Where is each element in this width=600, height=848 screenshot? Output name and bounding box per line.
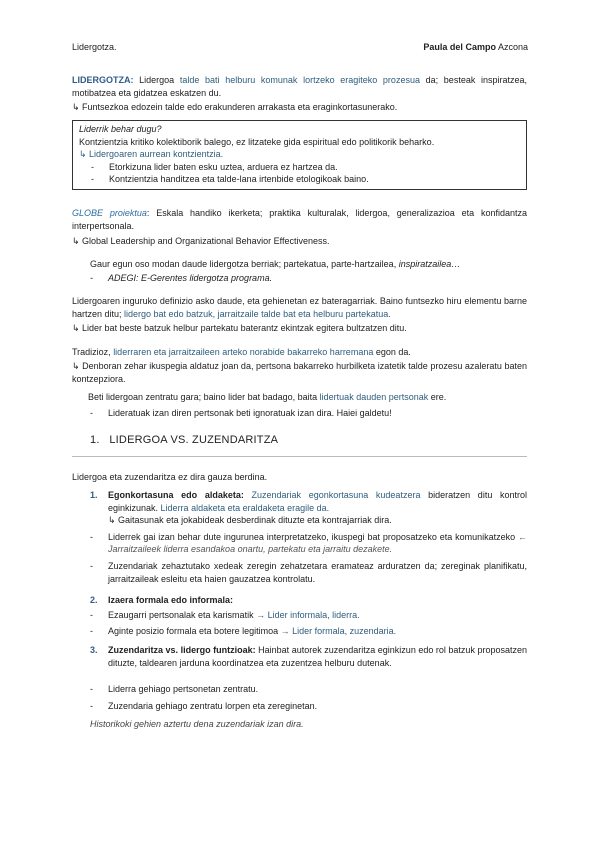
text: Lidergoaren inguruko definizio asko daude, eta gehienetan ez bateragarriak. Baino funtsezko hiru elementu barne hartzen ditu; xyxy=(72,296,527,319)
text: Gaur egun oso modan daude lidergotza berriak; partekatua, parte-hartzailea, xyxy=(90,259,399,269)
text: da; besteak inspiratzea, motibatzea eta gidatzea eskatzen du. xyxy=(72,75,528,98)
item-dash: - Aginte posizio formala eta botere legitimoa → Lider formala, zuzendaria. xyxy=(90,626,397,637)
italic-term: inspiratzailea… xyxy=(398,259,461,269)
types-dash: - ADEGI: E-Gerentes lidergotza programa. xyxy=(90,273,273,283)
types-paragraph xyxy=(72,258,527,271)
text: Tradizioz, xyxy=(72,347,114,357)
item-number: 2. xyxy=(90,595,98,605)
highlight: Liderra aldaketa eta eraldaketa eragile da. xyxy=(160,502,330,513)
term-globe: GLOBE proiektua xyxy=(72,208,147,218)
elements-arrow: ↳ Lider bat beste batzuk helbur partekatu baterantz ekintzak egitera bultzatzen ditu. xyxy=(72,323,407,333)
item-dash: - Zuzendariak zehaztutako xedeak zeregin zehatzetara eramateaz arduratzen da; zereginak planifikatu, jarraitzaileak esleitu eta haien gauzatzea kontrolatu. xyxy=(90,560,527,584)
section-title xyxy=(90,434,527,447)
box-bullet: - Etorkizuna lider baten esku uztea, arduera ez hartzea da. xyxy=(91,161,338,172)
section-heading xyxy=(72,434,527,447)
tradition-arrow: ↳ Denboran zehar ikuspegia aldatuz joan da, pertsona bakarreko hurbilketa izatetik talde prozesu azaleratu baten kontzepziora. xyxy=(72,361,527,384)
definition-arrow: ↳ Funtsezkoa edozein talde edo erakunderen arrakasta eta eraginkortasunerako. xyxy=(72,102,398,112)
section-rule xyxy=(72,456,527,457)
globe-paragraph xyxy=(72,207,527,232)
item-number: 1. xyxy=(90,490,98,500)
highlight: talde bati helburu komunak lortzeko eragiteko prozesua xyxy=(179,75,420,85)
box-title: Liderrik behar dugu? xyxy=(79,124,162,134)
question-box xyxy=(72,120,527,190)
text: Liderrek gai izan behar dute ingurunea interpretatzeko, ikuspegi bat proposatzeko eta komunikatzeko xyxy=(108,531,518,542)
highlight: liderraren eta jarraitzaileen arteko norabide bakarreko harremana xyxy=(113,347,374,357)
highlight: → Lider informala, liderra. xyxy=(256,609,360,620)
section-number: 1. xyxy=(90,434,100,446)
text: Lidergoa xyxy=(133,75,180,85)
highlight: → Lider formala, zuzendaria. xyxy=(280,626,397,637)
text: Beti lidergoan zentratu gara; baino lider bat badago, baita xyxy=(88,392,320,402)
text: bideratzen ditu kontrol eginkizunak. xyxy=(108,490,527,513)
header-title: Lidergotza. xyxy=(72,42,117,52)
bullet-text: Liderra gehiago pertsonetan zentratu. xyxy=(108,684,259,694)
elements-paragraph xyxy=(72,295,527,320)
text: egon da. xyxy=(373,347,411,357)
item-heading xyxy=(90,594,527,607)
item-number: 3. xyxy=(90,645,98,655)
definition-paragraph xyxy=(72,74,527,99)
text: Eskala handiko ikerketa; praktika kulturalak, lidergoa, generalizazioa eta konfidantza interpertsonala. xyxy=(72,208,527,231)
item-title: Zuzendaritza vs. lidergo funtzioak: xyxy=(108,645,256,655)
historical-note: Historikoki gehien aztertu dena zuzendariak izan dira. xyxy=(90,719,304,729)
tradition-paragraph xyxy=(72,346,527,359)
box-bullet: - Kontzientzia handitzea eta talde-lana irtenbide etologikoak baino. xyxy=(91,174,369,185)
text: ere. xyxy=(428,392,447,402)
italic-note: ← Jarraitzaileek liderra esandakoa onartu, partekatu eta jarraitu dezakete. xyxy=(108,531,527,555)
bullet-text: Zuzendariak zehaztutako xedeak zeregin zehatzetara eramateaz arduratzen da; zereginak planifikatu, jarraitzaileak esleitu eta haien gauzatzea kontrolatu. xyxy=(108,560,527,584)
summary-dash: - Zuzendaria gehiago zentratu lorpen eta zereginetan. xyxy=(90,700,318,711)
item-arrow: ↳ Gaitasunak eta jokabideak desberdinak dituzte eta kontrajarriak dira. xyxy=(108,515,392,526)
item-body xyxy=(108,489,527,514)
bullet-text xyxy=(108,609,360,622)
led-dash: - Lideratuak izan diren pertsonak beti ignoratuak izan dira. Haiei galdetu! xyxy=(90,408,392,418)
item-formality xyxy=(72,594,527,638)
box-arrow: ↳ Lidergoaren aurrean kontzientzia. xyxy=(79,149,224,160)
header-author xyxy=(423,41,528,54)
bullet-text: Lideratuak izan diren pertsonak beti ignoratuak izan dira. Haiei galdetu! xyxy=(108,408,392,418)
bullet-text: Etorkizuna lider baten esku uztea, arduera ez hartzea da. xyxy=(109,161,338,172)
page-header xyxy=(72,41,528,54)
item-stability xyxy=(72,489,527,585)
bullet-text xyxy=(108,531,527,556)
author-name: Paula del Campo xyxy=(423,42,496,52)
item-functions xyxy=(72,644,527,669)
highlight: Zuzendariak egonkortasuna kudeatzera xyxy=(243,490,421,500)
item-heading xyxy=(90,644,527,669)
text: Hainbat autorek zuzendaritza eginkizun edo rol batzuk proposatzen dituzte, taldearen jarduna koordinatzea eta zuzentzea helburu dutenak. xyxy=(108,645,528,668)
term-lidergotza: LIDERGOTZA: xyxy=(72,75,134,85)
text: Aginte posizio formala eta botere legitimoa xyxy=(108,626,281,637)
bullet-text xyxy=(108,625,396,638)
item-title: Izaera formala edo informala: xyxy=(108,595,234,605)
text: Ezaugarri pertsonalak eta karismatik xyxy=(108,609,257,620)
summary-dash: - Liderra gehiago pertsonetan zentratu. xyxy=(90,684,259,694)
highlight: lidergo bat edo batzuk, jarraitzaile talde bat eta helburu partekatua. xyxy=(124,308,391,319)
item-dash: - Ezaugarri pertsonalak eta karismatik → Lider informala, liderra. xyxy=(90,609,360,620)
intro-line: Lidergoa eta zuzendaritza ez dira gauza berdina. xyxy=(72,472,268,482)
item-dash: - Liderrek gai izan behar dute ingurunea interpretatzeko, ikuspegi bat proposatzeko eta komunikatzeko ← Jarraitzaileek liderra esandakoa onartu, partekatu eta jarraitu dezakete. xyxy=(90,531,527,555)
author-surname: Azcona xyxy=(497,42,528,52)
item-body xyxy=(108,644,527,669)
highlight: lidertuak dauden pertsonak xyxy=(319,392,429,402)
bullet-text: Kontzientzia handitzea eta talde-lana irtenbide etologikoak baino. xyxy=(109,174,369,185)
bullet-text: Zuzendaria gehiago zentratu lorpen eta zereginetan. xyxy=(108,700,318,711)
led-paragraph xyxy=(72,391,527,404)
item-title: Egonkortasuna edo aldaketa: xyxy=(108,490,244,500)
globe-arrow: ↳ Global Leadership and Organizational Behavior Effectiveness. xyxy=(72,236,330,246)
box-line: Kontzientzia kritiko kolektiborik balego, ez litzateke gida espiritual edo politikorik beharko. xyxy=(79,136,435,147)
text: : xyxy=(146,208,150,218)
summary-list xyxy=(72,683,527,712)
bullet-text: ADEGI: E-Gerentes lidergotza programa. xyxy=(108,273,273,283)
section-text: LIDERGOA VS. ZUZENDARITZA xyxy=(109,434,279,446)
item-heading xyxy=(90,489,527,514)
